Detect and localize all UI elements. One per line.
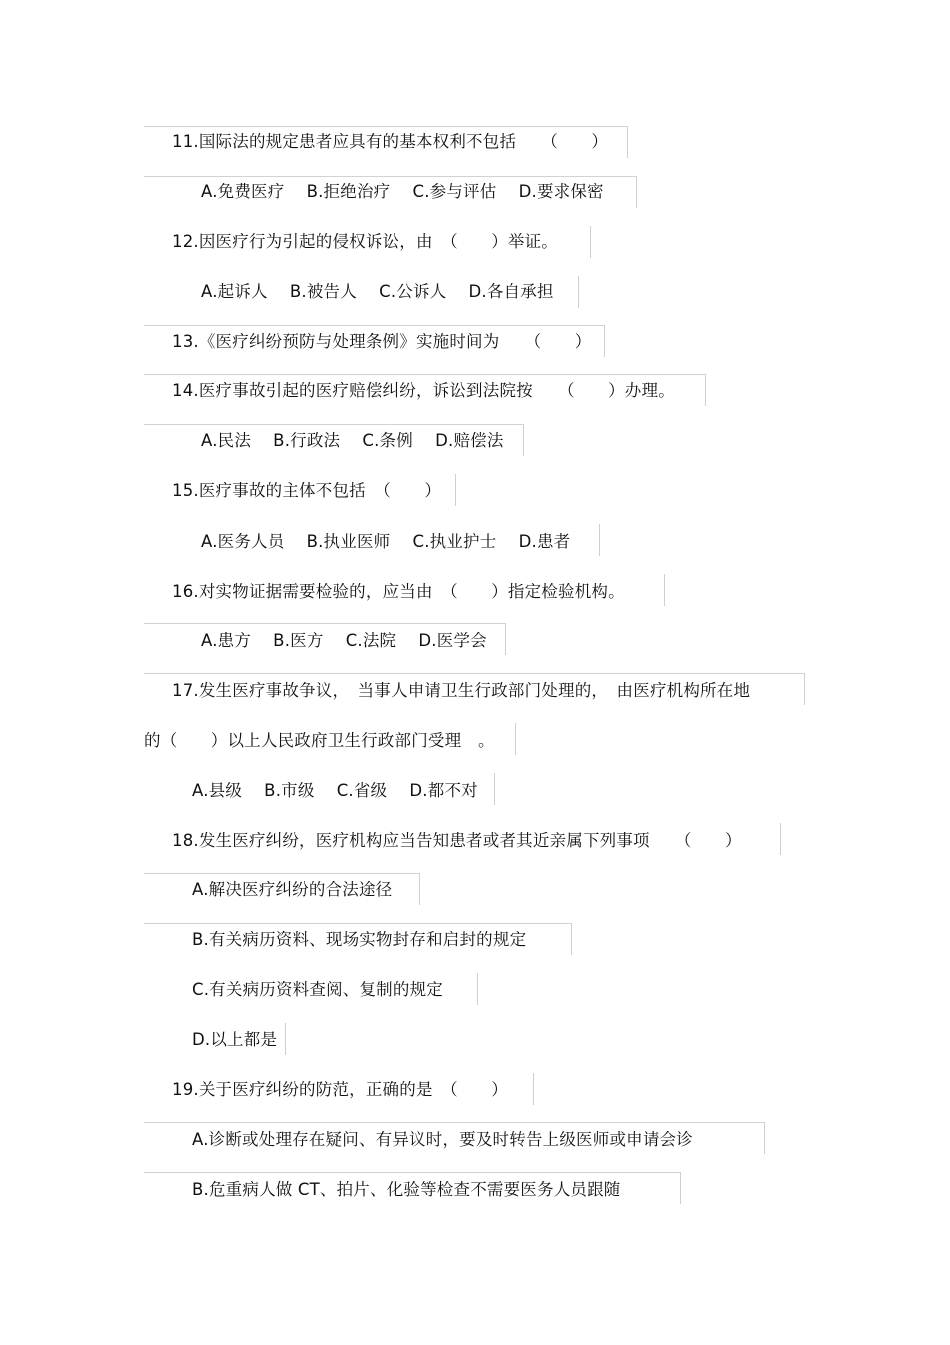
question-17: 17.发生医疗事故争议， 当事人申请卫生行政部门处理的， 由医疗机构所在地 bbox=[172, 681, 751, 700]
question-14: 14.医疗事故引起的医疗赔偿纠纷，诉讼到法院按 （ ）办理。 bbox=[172, 381, 675, 400]
rule bbox=[780, 823, 781, 855]
rule bbox=[144, 1172, 680, 1173]
question-13: 13.《医疗纠纷预防与处理条例》实施时间为 （ ） bbox=[172, 332, 592, 351]
rule bbox=[144, 424, 523, 425]
rule bbox=[144, 126, 628, 127]
rule bbox=[571, 923, 572, 955]
rule bbox=[523, 424, 524, 456]
rule bbox=[144, 1122, 764, 1123]
rule bbox=[144, 673, 804, 674]
option-18-b: B.有关病历资料、现场实物封存和启封的规定 bbox=[192, 930, 527, 949]
option-18-c: C.有关病历资料查阅、复制的规定 bbox=[192, 980, 443, 999]
rule bbox=[636, 176, 637, 208]
rule bbox=[599, 524, 600, 556]
rule bbox=[419, 873, 420, 905]
option-18-d: D.以上都是 bbox=[192, 1030, 278, 1049]
rule bbox=[705, 374, 706, 406]
rule bbox=[455, 474, 456, 506]
rule bbox=[144, 325, 604, 326]
rule bbox=[144, 873, 419, 874]
options-17: A.县级 B.市级 C.省级 D.都不对 bbox=[192, 781, 478, 800]
option-18-a: A.解决医疗纠纷的合法途径 bbox=[192, 880, 393, 899]
rule bbox=[144, 623, 505, 624]
rule bbox=[477, 973, 478, 1005]
option-19-b: B.危重病人做 CT、拍片、化验等检查不需要医务人员跟随 bbox=[192, 1180, 621, 1199]
rule bbox=[578, 276, 579, 308]
question-12: 12.因医疗行为引起的侵权诉讼，由 （ ）举证。 bbox=[172, 232, 558, 251]
question-19: 19.关于医疗纠纷的防范，正确的是 （ ） bbox=[172, 1080, 508, 1099]
question-18: 18.发生医疗纠纷，医疗机构应当告知患者或者其近亲属下列事项 （ ） bbox=[172, 831, 742, 850]
rule bbox=[604, 325, 605, 357]
rule bbox=[494, 773, 495, 805]
options-14: A.民法 B.行政法 C.条例 D.赔偿法 bbox=[201, 431, 504, 450]
rule bbox=[285, 1023, 286, 1055]
rule bbox=[515, 723, 516, 755]
rule bbox=[505, 623, 506, 655]
options-15: A.医务人员 B.执业医师 C.执业护士 D.患者 bbox=[201, 532, 571, 551]
question-11: 11.国际法的规定患者应具有的基本权利不包括 （ ） bbox=[172, 132, 609, 151]
rule bbox=[680, 1172, 681, 1204]
rule bbox=[627, 126, 628, 158]
rule bbox=[804, 673, 805, 705]
rule bbox=[764, 1122, 765, 1154]
rule bbox=[144, 923, 571, 924]
options-16: A.患方 B.医方 C.法院 D.医学会 bbox=[201, 631, 487, 650]
options-11: A.免费医疗 B.拒绝治疗 C.参与评估 D.要求保密 bbox=[201, 182, 604, 201]
rule bbox=[533, 1073, 534, 1105]
options-12: A.起诉人 B.被告人 C.公诉人 D.各自承担 bbox=[201, 282, 554, 301]
rule bbox=[144, 176, 637, 177]
question-16: 16.对实物证据需要检验的，应当由 （ ）指定检验机构。 bbox=[172, 582, 625, 601]
question-17-cont: 的（ ）以上人民政府卫生行政部门受理 。 bbox=[144, 731, 495, 750]
rule bbox=[144, 374, 705, 375]
option-19-a: A.诊断或处理存在疑问、有异议时，要及时转告上级医师或申请会诊 bbox=[192, 1130, 693, 1149]
question-15: 15.医疗事故的主体不包括 （ ） bbox=[172, 481, 442, 500]
rule bbox=[590, 226, 591, 258]
rule bbox=[664, 574, 665, 606]
